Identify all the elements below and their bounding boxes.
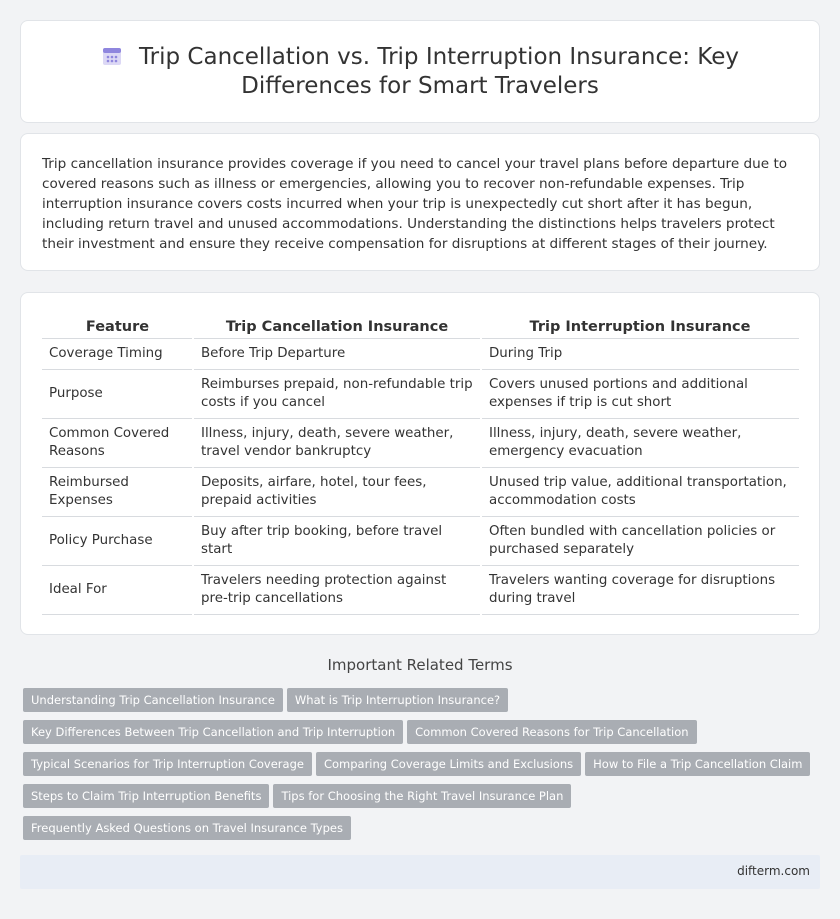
related-terms-tags: [23, 688, 813, 848]
table-row: [42, 467, 799, 516]
table-cell-feature: Purpose: [42, 369, 193, 418]
header-card: [20, 20, 820, 123]
related-term-tag[interactable]: Key Differences Between Trip Cancellation and Trip Interruption: [23, 720, 403, 744]
related-term-tag[interactable]: How to File a Trip Cancellation Claim: [585, 752, 810, 776]
table-header-row: [42, 313, 799, 338]
table-cell-feature: Common Covered Reasons: [42, 418, 193, 467]
column-header-feature: Feature: [42, 313, 193, 338]
table-cell-cancellation: Before Trip Departure: [193, 338, 481, 369]
table-cell-interruption: Covers unused portions and additional expenses if trip is cut short: [481, 369, 799, 418]
table-cell-cancellation: Buy after trip booking, before travel start: [193, 516, 481, 565]
related-term-tag[interactable]: Frequently Asked Questions on Travel Insurance Types: [23, 816, 351, 840]
intro-card: [20, 133, 820, 271]
related-term-tag[interactable]: Tips for Choosing the Right Travel Insurance Plan: [273, 784, 571, 808]
related-term-tag[interactable]: Typical Scenarios for Trip Interruption Coverage: [23, 752, 312, 776]
column-header-trip-interruption: Trip Interruption Insurance: [481, 313, 799, 338]
table-cell-feature: Policy Purchase: [42, 516, 193, 565]
related-terms-title: Important Related Terms: [327, 656, 513, 674]
table-cell-interruption: Often bundled with cancellation policies or purchased separately: [481, 516, 799, 565]
table-cell-feature: Reimbursed Expenses: [42, 467, 193, 516]
intro-paragraph: Trip cancellation insurance provides coverage if you need to cancel your travel plans before departure due to covered reasons such as illness or emergencies, allowing you to recover non-refundable expenses. Trip interruption insurance covers costs incurred when your trip is unexpectedly cut short after it has begun, including return travel and unused accommodations. Understanding the distinctions helps travelers protect their investment and ensure they receive compensation for disruptions at different stages of their journey.: [42, 156, 788, 252]
calendar-icon: [101, 45, 123, 67]
table-row: [42, 565, 799, 614]
related-term-tag[interactable]: Common Covered Reasons for Trip Cancellation: [407, 720, 696, 744]
table-cell-feature: Coverage Timing: [42, 338, 193, 369]
table-cell-cancellation: Reimburses prepaid, non-refundable trip costs if you cancel: [193, 369, 481, 418]
table-cell-interruption: Illness, injury, death, severe weather, emergency evacuation: [481, 418, 799, 467]
page-title-text: Trip Cancellation vs. Trip Interruption Insurance: Key Differences for Smart Travelers: [138, 44, 740, 99]
table-cell-feature: Ideal For: [42, 565, 193, 614]
page-title: [21, 43, 819, 101]
table-cell-cancellation: Illness, injury, death, severe weather, travel vendor bankruptcy: [193, 418, 481, 467]
related-term-tag[interactable]: Comparing Coverage Limits and Exclusions: [316, 752, 581, 776]
table-row: [42, 338, 799, 369]
table-row: [42, 516, 799, 565]
table-cell-cancellation: Deposits, airfare, hotel, tour fees, prepaid activities: [193, 467, 481, 516]
table-row: [42, 369, 799, 418]
related-term-tag[interactable]: What is Trip Interruption Insurance?: [287, 688, 508, 712]
table-cell-interruption: During Trip: [481, 338, 799, 369]
related-term-tag[interactable]: Understanding Trip Cancellation Insurance: [23, 688, 283, 712]
column-header-trip-cancellation: Trip Cancellation Insurance: [193, 313, 481, 338]
table-cell-cancellation: Travelers needing protection against pre-trip cancellations: [193, 565, 481, 614]
table-cell-interruption: Unused trip value, additional transportation, accommodation costs: [481, 467, 799, 516]
table-row: [42, 418, 799, 467]
table-cell-interruption: Travelers wanting coverage for disruptions during travel: [481, 565, 799, 614]
footer: [20, 855, 820, 889]
comparison-table: [42, 313, 799, 615]
related-term-tag[interactable]: Steps to Claim Trip Interruption Benefits: [23, 784, 269, 808]
footer-site-link[interactable]: difterm.com: [737, 864, 810, 878]
comparison-table-card: [20, 292, 820, 635]
